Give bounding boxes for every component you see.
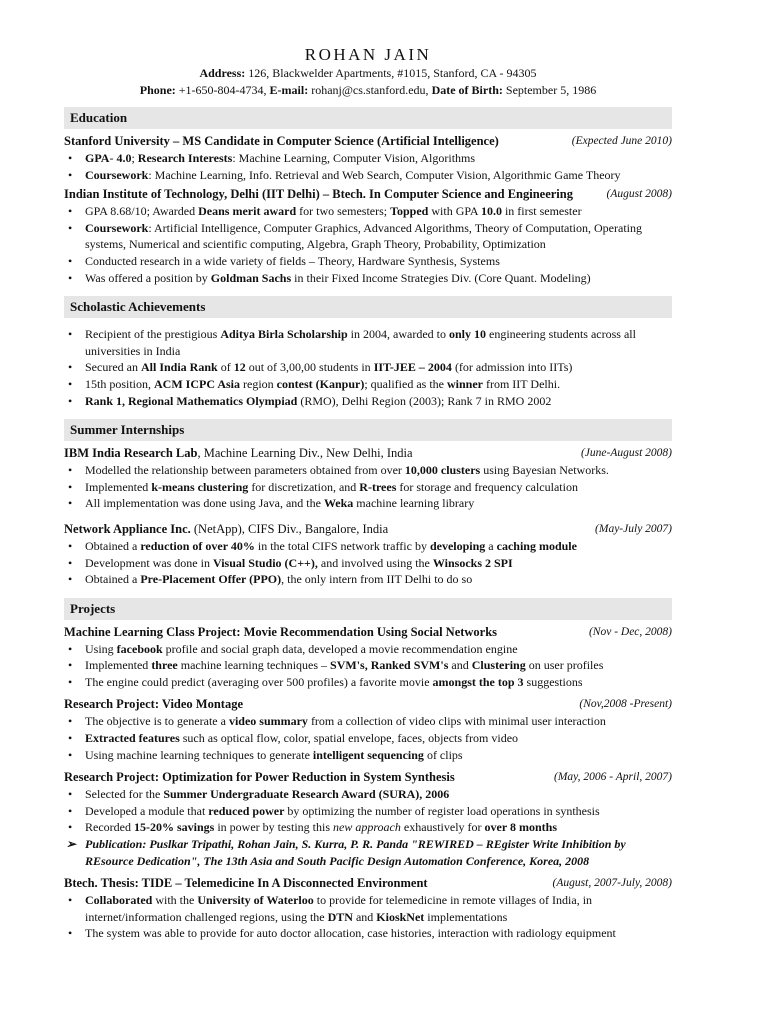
text-run: The system was able to provide for auto doctor allocation, case histories, interaction with radiology equipment: [85, 926, 616, 941]
text-run: , the only intern from IIT Delhi to do so: [281, 572, 473, 587]
text-run: amongst the top 3: [432, 674, 524, 689]
text-run: exhaustively for: [400, 820, 485, 835]
text-run: ACM ICPC Asia: [154, 376, 241, 391]
phone-label: Phone:: [139, 83, 176, 97]
text-run: Goldman Sachs: [210, 270, 292, 285]
entry-heading: [64, 769, 672, 786]
entry-heading: [64, 186, 672, 203]
text-run: Implemented: [85, 479, 152, 494]
text-run: All implementation was done using Java, and the: [85, 496, 324, 511]
bullet-item: [64, 747, 672, 764]
text-run: reduced power: [208, 803, 285, 818]
entry-heading: [64, 875, 672, 892]
text-run: winner: [446, 376, 483, 391]
text-run: Modelled the relationship between parameters obtained from over: [85, 463, 405, 478]
text-run: Summer Undergraduate Research Award (SURA), 2006: [163, 787, 450, 802]
entry-date: (Nov,2008 -Present): [579, 698, 672, 711]
text-run: and involved using the: [317, 555, 433, 570]
bullet-item: [64, 393, 672, 410]
text-run: in 2004, awarded to: [347, 327, 449, 342]
text-run: machine learning library: [353, 496, 475, 511]
bullet-item: [64, 167, 672, 184]
text-run: to provide for telemedicine in remote villages of India, in internet/information challenged regions, using the: [85, 893, 593, 924]
text-run: (RMO), Delhi Region (2003); Rank 7 in RMO 2002: [297, 393, 552, 408]
bullet-item: [64, 479, 672, 496]
text-run: DTN: [327, 909, 353, 924]
entry-detail: (NetApp), CIFS Div., Bangalore, India: [190, 521, 389, 536]
bullet-item: [64, 359, 672, 376]
text-run: Visual Studio (C++),: [212, 555, 318, 570]
text-run: three: [151, 658, 178, 673]
entry-heading: [64, 521, 672, 538]
entry-bullets: [64, 641, 672, 691]
section-education: Education: [64, 107, 672, 129]
text-run: such as optical flow, color, spatial envelope, faces, objects from video: [179, 731, 519, 746]
text-run: for storage and frequency calculation: [396, 479, 578, 494]
bullet-item: [64, 203, 672, 220]
text-run: : Machine Learning, Computer Vision, Algorithms: [232, 151, 476, 165]
entry-heading: [64, 696, 672, 713]
text-run: suggestions: [523, 674, 583, 689]
entry-title: Research Project: Video Montage: [64, 697, 243, 712]
text-run: 10,000 clusters: [404, 463, 481, 478]
text-run: implementations: [424, 909, 508, 924]
text-run: 15th position,: [85, 376, 155, 391]
text-run: 4.0: [116, 151, 132, 165]
dob-label: Date of Birth:: [431, 83, 503, 97]
bullet-item: [64, 571, 672, 588]
text-run: : Artificial Intelligence, Computer Graphics, Advanced Algorithms, Theory of Computation, Operating systems, Numerical and scientific computing, Algebra, Graph Theory, Probability, Optimization: [85, 220, 642, 252]
section-scholastic: Scholastic Achievements: [64, 296, 672, 318]
text-run: Developed a module that: [85, 803, 209, 818]
email-link[interactable]: rohanj@cs.stanford.edu,: [311, 83, 429, 97]
text-run: from IIT Delhi.: [482, 376, 561, 391]
text-run: intelligent sequencing: [312, 747, 424, 762]
entry-bullets: [64, 203, 672, 286]
entry-bullets: [64, 713, 672, 763]
text-run: Deans merit award: [198, 204, 297, 219]
entry-heading: [64, 624, 672, 641]
text-run: profile and social graph data, developed a movie recommendation engine: [162, 641, 518, 656]
text-run: Pre-Placement Offer (PPO): [140, 572, 282, 587]
text-run: and: [448, 658, 472, 673]
entry-date: (May, 2006 - April, 2007): [554, 771, 672, 784]
address-value: 126, Blackwelder Apartments, #1015, Stanford, CA - 94305: [248, 66, 537, 80]
text-run: IIT-JEE – 2004: [373, 360, 452, 375]
bullet-item: [64, 150, 672, 167]
bullet-item: [64, 786, 672, 803]
text-run: and: [352, 909, 377, 924]
text-run: only 10: [448, 327, 486, 342]
text-run: Coursework: [85, 167, 149, 182]
entry-title: Indian Institute of Technology, Delhi (IIT Delhi) – Btech. In Computer Science and Engineering: [64, 187, 573, 202]
bullet-item: [64, 925, 672, 942]
bullet-item: [64, 270, 672, 287]
bullet-item: [64, 713, 672, 730]
bullet-item: [64, 538, 672, 555]
email-label: E-mail:: [269, 83, 309, 97]
entry-title: [64, 445, 413, 462]
resume-page: [64, 0, 672, 942]
bullet-item: [64, 462, 672, 479]
bullet-item: [64, 253, 672, 270]
text-run: SVM's, Ranked SVM's: [330, 658, 449, 673]
text-run: KioskNet: [376, 909, 425, 924]
text-run: Collaborated: [85, 893, 153, 908]
projects-list: [64, 624, 672, 942]
text-run: GPA: [85, 151, 110, 165]
text-run: Recorded: [85, 820, 134, 835]
phone-value: +1-650-804-4734,: [178, 83, 267, 97]
section-internships: Summer Internships: [64, 419, 672, 441]
text-run: Winsocks 2 SPI: [432, 555, 513, 570]
text-run: engineering students across all universities in India: [85, 327, 636, 358]
text-run: ‑: [109, 151, 117, 165]
text-run: Obtained a: [85, 538, 141, 553]
text-run: Selected for the: [85, 787, 164, 802]
text-run: k-means clustering: [151, 479, 249, 494]
text-run: from a collection of video clips with minimal user interaction: [307, 714, 606, 729]
bullet-item: [64, 220, 672, 253]
text-run: caching module: [496, 538, 577, 553]
text-run: for two semesters;: [296, 204, 391, 219]
text-run: Conducted research in a wide variety of fields – Theory, Hardware Synthesis, Systems: [85, 253, 500, 268]
text-run: region: [240, 376, 277, 391]
text-run: a: [485, 538, 497, 553]
text-run: Using machine learning techniques to generate: [85, 747, 313, 762]
text-run: 12: [233, 360, 246, 375]
text-run: Coursework: [85, 220, 149, 235]
publication-item: ➢ Publication: Puslkar Tripathi, Rohan Jain, S. Kurra, P. R. Panda "REWIRED – REgister Write Inhibition by REsource Dedication", The 13th Asia and South Pacific Design Automation Conference, Korea, 2008: [64, 836, 672, 869]
text-run: out of 3,00,00 students in: [245, 360, 374, 375]
text-run: 10.0: [480, 204, 502, 219]
bullet-item: [64, 326, 672, 359]
address-line: [64, 65, 672, 82]
text-run: Rank 1, Regional Mathematics Olympiad: [85, 393, 298, 408]
text-run: in first semester: [501, 204, 582, 219]
entry-date: (Expected June 2010): [571, 135, 672, 147]
entry-title: Research Project: Optimization for Power Reduction in System Synthesis: [64, 770, 455, 785]
text-run: on user profiles: [525, 658, 604, 673]
text-run: Was offered a position by: [85, 270, 211, 285]
entry-title: Stanford University – MS Candidate in Computer Science (Artificial Intelligence): [64, 134, 499, 148]
text-run: video summary: [228, 714, 308, 729]
text-run: GPA 8.68/10; Awarded: [85, 204, 199, 219]
text-run: developing: [429, 538, 486, 553]
bullet-item: [64, 819, 672, 836]
entry-detail: , Machine Learning Div., New Delhi, India: [197, 446, 413, 461]
text-run: Clustering: [471, 658, 526, 673]
entry-heading: [64, 133, 672, 150]
section-projects: Projects: [64, 598, 672, 620]
text-run: by optimizing the number of register load operations in synthesis: [284, 803, 600, 818]
text-run: over 8 months: [484, 820, 557, 835]
text-run: Topped: [390, 204, 429, 219]
dob-value: September 5, 1986: [505, 83, 597, 97]
entry-title: Btech. Thesis: TIDE – Telemedicine In A Disconnected Environment: [64, 876, 428, 891]
entry-title: Machine Learning Class Project: Movie Recommendation Using Social Networks: [64, 624, 498, 639]
entry-date: (August, 2007-July, 2008): [552, 877, 672, 890]
text-run: The engine could predict (averaging over 500 profiles) a favorite movie: [85, 674, 433, 689]
text-run: for discretization, and: [248, 479, 360, 494]
entry-org: IBM India Research Lab: [64, 446, 198, 461]
text-run: contest (Kanpur): [276, 376, 365, 391]
contact-line: [64, 82, 672, 99]
text-run: Weka: [323, 496, 354, 511]
text-run: ;: [131, 151, 135, 165]
text-run: in their Fixed Income Strategies Div. (Core Quant. Modeling): [291, 270, 591, 285]
text-run: machine learning techniques –: [177, 658, 331, 673]
text-run: of clips: [423, 747, 463, 762]
text-run: Extracted features: [85, 731, 180, 746]
candidate-name: ROHAN JAIN: [304, 45, 432, 64]
education-list: [64, 133, 672, 286]
text-run: facebook: [116, 641, 163, 656]
entry-date: (May-July 2007): [595, 522, 672, 535]
entry-bullets: [64, 786, 672, 869]
text-run: Obtained a: [85, 572, 141, 587]
bullet-item: [64, 555, 672, 572]
text-run: University of Waterloo: [197, 893, 314, 908]
text-run: Research Interests: [134, 151, 233, 165]
text-run: using Bayesian Networks.: [480, 463, 609, 478]
text-run: Recipient of the prestigious: [85, 327, 221, 342]
text-run: The objective is to generate a: [85, 714, 229, 729]
bullet-item: [64, 641, 672, 658]
entry-bullets: [64, 892, 672, 942]
text-run: ; qualified as the: [364, 376, 447, 391]
bullet-item: [64, 730, 672, 747]
entry-heading: [64, 445, 672, 462]
text-run: with the: [152, 893, 198, 908]
entry-date: (Nov - Dec, 2008): [588, 625, 672, 638]
bullet-item: [64, 803, 672, 820]
text-run: (for admission into IITs): [451, 360, 573, 375]
text-run: reduction of over 40%: [140, 538, 255, 553]
entry-org: Network Appliance Inc.: [64, 521, 191, 536]
entry-bullets: [64, 538, 672, 588]
text-run: in the total CIFS network traffic by: [254, 538, 430, 553]
entry-bullets: [64, 462, 672, 512]
entry-bullets: [64, 150, 672, 183]
text-run: Implemented: [85, 658, 152, 673]
text-run: with GPA: [428, 204, 481, 219]
text-run: Using: [85, 641, 117, 656]
internships-list: [64, 445, 672, 588]
text-run: R-trees: [359, 479, 397, 494]
bullet-item: [64, 674, 672, 691]
bullet-item: [64, 495, 672, 512]
text-run: of: [217, 360, 234, 375]
entry-date: (June-August 2008): [580, 447, 672, 460]
address-label: Address:: [199, 66, 246, 80]
bullet-item: [64, 657, 672, 674]
text-run: All India Rank: [140, 360, 218, 375]
scholastic-list: [64, 326, 672, 409]
text-run: Secured an: [85, 360, 141, 375]
bullet-item: [64, 376, 672, 393]
entry-title: [64, 521, 388, 538]
text-run: : Machine Learning, Info. Retrieval and Web Search, Computer Vision, Algorithmic Game Theory: [148, 167, 621, 182]
text-run: new approach: [333, 820, 401, 835]
entry-date: (August 2008): [606, 188, 672, 201]
text-run: 15-20% savings: [133, 820, 215, 835]
text-run: Aditya Birla Scholarship: [220, 327, 348, 342]
text-run: Development was done in: [85, 555, 213, 570]
text-run: in power by testing this: [214, 820, 333, 835]
bullet-item: [64, 892, 672, 925]
